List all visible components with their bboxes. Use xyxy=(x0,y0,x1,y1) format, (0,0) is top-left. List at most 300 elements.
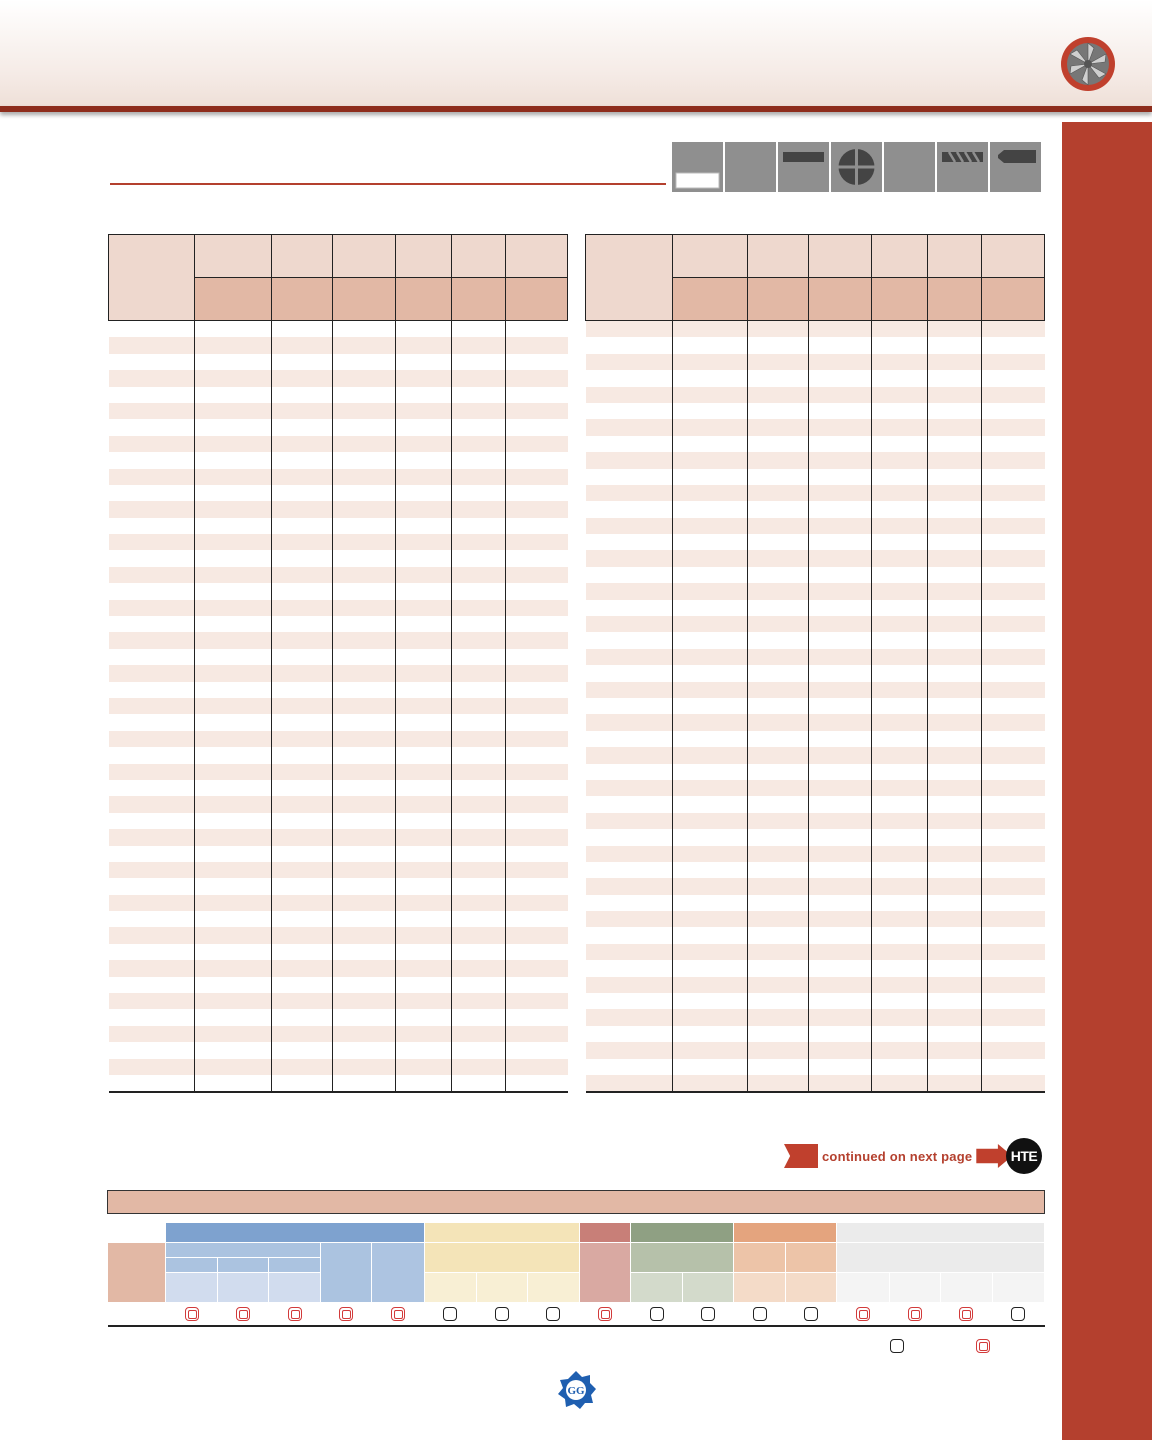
suitability-label xyxy=(108,1303,166,1327)
table-cell xyxy=(506,419,568,435)
table-cell xyxy=(809,796,872,812)
table-cell xyxy=(333,813,396,829)
table-cell xyxy=(748,600,809,616)
material-corner xyxy=(108,1223,166,1243)
shank-tool-icon xyxy=(990,142,1041,192)
table-cell xyxy=(748,829,809,845)
table-cell xyxy=(109,403,195,419)
table-row xyxy=(109,452,568,468)
table-cell xyxy=(928,764,982,780)
table-cell xyxy=(928,1075,982,1092)
table-row xyxy=(109,550,568,566)
table-cell xyxy=(982,550,1045,566)
table-cell xyxy=(586,337,673,353)
table-cell xyxy=(872,567,928,583)
table-cell xyxy=(586,846,673,862)
table-cell xyxy=(333,1009,396,1025)
table-cell xyxy=(809,977,872,993)
table-cell xyxy=(452,829,506,845)
table-cell xyxy=(673,960,748,976)
table-body xyxy=(109,321,568,1093)
material-group-cast-iron xyxy=(579,1223,630,1243)
table-cell xyxy=(195,747,272,763)
table-row xyxy=(109,354,568,370)
material-subgroup xyxy=(579,1243,630,1303)
suitability-cell xyxy=(424,1303,476,1327)
table-cell xyxy=(673,1042,748,1058)
col-header xyxy=(506,235,568,278)
table-cell xyxy=(928,649,982,665)
table-cell xyxy=(809,419,872,435)
table-row xyxy=(586,829,1045,845)
table-cell xyxy=(506,960,568,976)
table-row xyxy=(109,501,568,517)
table-cell xyxy=(982,698,1045,714)
table-cell xyxy=(809,600,872,616)
table-cell xyxy=(396,714,452,730)
table-cell xyxy=(396,993,452,1009)
table-cell xyxy=(673,895,748,911)
table-cell xyxy=(272,780,333,796)
recommended-icon xyxy=(236,1307,250,1321)
table-cell xyxy=(272,846,333,862)
table-row xyxy=(109,337,568,353)
table-cell xyxy=(195,846,272,862)
table-cell xyxy=(396,616,452,632)
table-cell xyxy=(333,436,396,452)
table-row xyxy=(586,1026,1045,1042)
table-cell xyxy=(872,895,928,911)
table-cell xyxy=(586,698,673,714)
table-cell xyxy=(673,878,748,894)
table-cell xyxy=(809,583,872,599)
table-cell xyxy=(748,387,809,403)
table-cell xyxy=(272,1075,333,1092)
table-cell xyxy=(333,469,396,485)
table-cell xyxy=(748,354,809,370)
table-cell xyxy=(586,321,673,338)
table-row xyxy=(109,518,568,534)
table-cell xyxy=(195,698,272,714)
table-row xyxy=(109,927,568,943)
table-cell xyxy=(195,403,272,419)
table-cell xyxy=(396,649,452,665)
table-row xyxy=(586,354,1045,370)
table-cell xyxy=(748,698,809,714)
table-cell xyxy=(928,452,982,468)
table-row xyxy=(586,387,1045,403)
table-row xyxy=(586,616,1045,632)
table-cell xyxy=(333,354,396,370)
table-cell xyxy=(872,780,928,796)
table-cell xyxy=(506,534,568,550)
table-cell xyxy=(333,665,396,681)
col-header-edp xyxy=(586,235,673,321)
table-cell xyxy=(872,846,928,862)
table-cell xyxy=(452,583,506,599)
table-cell xyxy=(809,944,872,960)
table-cell xyxy=(452,665,506,681)
table-cell xyxy=(109,698,195,714)
col-subheader xyxy=(872,278,928,321)
material-cell xyxy=(889,1273,940,1303)
table-cell xyxy=(928,665,982,681)
table-cell xyxy=(109,370,195,386)
table-cell xyxy=(506,796,568,812)
table-cell xyxy=(452,895,506,911)
suitability-cell xyxy=(372,1303,424,1327)
table-row xyxy=(586,321,1045,338)
table-cell xyxy=(195,1042,272,1058)
suitable-icon xyxy=(546,1307,560,1321)
table-cell xyxy=(748,960,809,976)
table-cell xyxy=(452,1009,506,1025)
table-cell xyxy=(809,1042,872,1058)
table-cell xyxy=(195,583,272,599)
table-cell xyxy=(452,796,506,812)
table-cell xyxy=(272,632,333,648)
table-cell xyxy=(333,1026,396,1042)
table-cell xyxy=(809,911,872,927)
table-cell xyxy=(809,829,872,845)
table-cell xyxy=(928,927,982,943)
table-cell xyxy=(333,960,396,976)
table-cell xyxy=(396,469,452,485)
table-cell xyxy=(396,370,452,386)
table-cell xyxy=(452,452,506,468)
table-cell xyxy=(928,403,982,419)
table-cell xyxy=(506,600,568,616)
table-cell xyxy=(452,534,506,550)
table-cell xyxy=(506,1026,568,1042)
table-cell xyxy=(673,387,748,403)
table-cell xyxy=(506,649,568,665)
table-cell xyxy=(748,452,809,468)
suitable-icon xyxy=(701,1307,715,1321)
table-cell xyxy=(982,632,1045,648)
end-mill-cross-section-icon xyxy=(1060,36,1116,92)
table-cell xyxy=(333,370,396,386)
material-subgroup xyxy=(166,1243,321,1258)
table-cell xyxy=(673,321,748,338)
table-cell xyxy=(109,485,195,501)
table-cell xyxy=(586,714,673,730)
table-cell xyxy=(506,469,568,485)
table-row xyxy=(109,370,568,386)
col-subheader xyxy=(195,278,272,321)
table-cell xyxy=(195,501,272,517)
table-cell xyxy=(872,436,928,452)
table-cell xyxy=(333,682,396,698)
table-row xyxy=(586,747,1045,763)
table-cell xyxy=(333,632,396,648)
table-cell xyxy=(506,878,568,894)
table-cell xyxy=(673,731,748,747)
table-cell xyxy=(195,960,272,976)
table-cell xyxy=(333,518,396,534)
table-row xyxy=(109,1042,568,1058)
table-cell xyxy=(333,927,396,943)
top-band xyxy=(0,0,1152,106)
table-cell xyxy=(872,796,928,812)
table-cell xyxy=(272,616,333,632)
table-cell xyxy=(109,550,195,566)
table-cell xyxy=(109,632,195,648)
table-cell xyxy=(872,370,928,386)
table-cell xyxy=(586,485,673,501)
continued-next-page[interactable] xyxy=(784,1143,1012,1169)
table-cell xyxy=(586,567,673,583)
table-cell xyxy=(928,583,982,599)
table-cell xyxy=(195,354,272,370)
table-cell xyxy=(872,485,928,501)
table-cell xyxy=(452,731,506,747)
suitability-cell xyxy=(579,1303,630,1327)
table-cell xyxy=(809,567,872,583)
material-cell xyxy=(940,1273,992,1303)
table-cell xyxy=(982,846,1045,862)
table-cell xyxy=(586,796,673,812)
table-row xyxy=(109,993,568,1009)
table-cell xyxy=(928,567,982,583)
table-cell xyxy=(586,829,673,845)
table-cell xyxy=(982,600,1045,616)
material-subgroup xyxy=(424,1243,579,1273)
table-cell xyxy=(333,485,396,501)
table-row xyxy=(109,567,568,583)
title-rule xyxy=(110,183,666,185)
table-cell xyxy=(982,682,1045,698)
suitability-cell xyxy=(218,1303,269,1327)
table-row xyxy=(109,419,568,435)
table-cell xyxy=(272,1009,333,1025)
table-cell xyxy=(982,649,1045,665)
table-cell xyxy=(586,534,673,550)
table-cell xyxy=(506,518,568,534)
table-cell xyxy=(333,714,396,730)
table-cell xyxy=(673,403,748,419)
table-cell xyxy=(928,829,982,845)
table-cell xyxy=(673,747,748,763)
table-cell xyxy=(673,616,748,632)
table-cell xyxy=(982,469,1045,485)
table-cell xyxy=(673,419,748,435)
table-cell xyxy=(109,780,195,796)
table-row xyxy=(586,469,1045,485)
table-cell xyxy=(195,550,272,566)
table-row xyxy=(109,1026,568,1042)
table-cell xyxy=(333,829,396,845)
table-cell xyxy=(195,911,272,927)
col-subheader xyxy=(673,278,748,321)
table-cell xyxy=(872,1042,928,1058)
table-cell xyxy=(452,747,506,763)
table-cell xyxy=(109,501,195,517)
table-row xyxy=(586,944,1045,960)
table-cell xyxy=(809,780,872,796)
table-cell xyxy=(272,829,333,845)
recommended-icon xyxy=(598,1307,612,1321)
material-cell xyxy=(476,1273,527,1303)
table-cell xyxy=(272,583,333,599)
table-cell xyxy=(506,993,568,1009)
table-cell xyxy=(872,944,928,960)
table-cell xyxy=(748,469,809,485)
table-cell xyxy=(396,796,452,812)
table-row xyxy=(586,649,1045,665)
table-cell xyxy=(272,534,333,550)
table-cell xyxy=(396,944,452,960)
table-cell xyxy=(195,1075,272,1092)
table-cell xyxy=(872,764,928,780)
table-cell xyxy=(928,436,982,452)
table-cell xyxy=(586,862,673,878)
table-cell xyxy=(452,714,506,730)
table-cell xyxy=(982,944,1045,960)
suitable-icon xyxy=(650,1307,664,1321)
table-cell xyxy=(748,370,809,386)
table-cell xyxy=(333,550,396,566)
table-cell xyxy=(452,649,506,665)
material-group-stainless xyxy=(424,1223,579,1243)
col-header xyxy=(333,235,396,278)
table-cell xyxy=(586,764,673,780)
table-cell xyxy=(982,747,1045,763)
table-row xyxy=(109,878,568,894)
table-cell xyxy=(673,1026,748,1042)
table-cell xyxy=(982,960,1045,976)
table-cell xyxy=(396,1042,452,1058)
table-cell xyxy=(982,616,1045,632)
table-cell xyxy=(872,1026,928,1042)
table-cell xyxy=(748,1009,809,1025)
cross-section-icon xyxy=(831,142,882,192)
table-cell xyxy=(452,960,506,976)
table-cell xyxy=(982,927,1045,943)
table-cell xyxy=(195,616,272,632)
table-row xyxy=(109,469,568,485)
table-cell xyxy=(586,993,673,1009)
table-cell xyxy=(586,469,673,485)
table-row xyxy=(586,534,1045,550)
table-cell xyxy=(673,501,748,517)
table-cell xyxy=(272,927,333,943)
table-cell xyxy=(272,403,333,419)
table-cell xyxy=(872,534,928,550)
table-cell xyxy=(272,600,333,616)
table-cell xyxy=(109,862,195,878)
table-cell xyxy=(452,682,506,698)
material-row-label xyxy=(108,1243,166,1303)
table-cell xyxy=(452,387,506,403)
table-cell xyxy=(452,846,506,862)
table-row xyxy=(586,846,1045,862)
table-cell xyxy=(928,337,982,353)
table-cell xyxy=(809,649,872,665)
table-cell xyxy=(109,944,195,960)
table-cell xyxy=(333,846,396,862)
table-cell xyxy=(333,387,396,403)
table-cell xyxy=(809,1059,872,1075)
col-header xyxy=(872,235,928,278)
table-cell xyxy=(982,731,1045,747)
table-cell xyxy=(673,354,748,370)
table-cell xyxy=(109,927,195,943)
table-cell xyxy=(195,944,272,960)
table-cell xyxy=(195,731,272,747)
table-cell xyxy=(586,354,673,370)
table-cell xyxy=(109,911,195,927)
table-cell xyxy=(195,1026,272,1042)
table-cell xyxy=(982,567,1045,583)
table-cell xyxy=(982,993,1045,1009)
table-cell xyxy=(272,469,333,485)
table-cell xyxy=(272,747,333,763)
table-cell xyxy=(396,698,452,714)
recommended-icon xyxy=(976,1339,990,1353)
table-cell xyxy=(109,895,195,911)
table-cell xyxy=(396,583,452,599)
table-cell xyxy=(982,419,1045,435)
table-row xyxy=(586,895,1045,911)
table-cell xyxy=(872,354,928,370)
table-cell xyxy=(333,1059,396,1075)
table-cell xyxy=(195,1059,272,1075)
table-cell xyxy=(586,419,673,435)
table-cell xyxy=(982,501,1045,517)
table-cell xyxy=(396,387,452,403)
table-cell xyxy=(195,469,272,485)
recommended-icon xyxy=(288,1307,302,1321)
table-row xyxy=(109,796,568,812)
table-cell xyxy=(586,682,673,698)
suitability-cell xyxy=(527,1303,579,1327)
material-cell xyxy=(218,1258,269,1273)
material-header-bar xyxy=(107,1190,1045,1214)
table-cell xyxy=(586,1059,673,1075)
table-cell xyxy=(872,616,928,632)
table-cell xyxy=(506,485,568,501)
table-cell xyxy=(333,1075,396,1092)
table-cell xyxy=(333,452,396,468)
table-cell xyxy=(809,714,872,730)
table-cell xyxy=(452,354,506,370)
table-cell xyxy=(109,764,195,780)
table-cell xyxy=(982,1009,1045,1025)
table-cell xyxy=(586,632,673,648)
table-cell xyxy=(928,501,982,517)
table-cell xyxy=(872,698,928,714)
table-cell xyxy=(673,583,748,599)
table-cell xyxy=(396,780,452,796)
table-cell xyxy=(673,764,748,780)
table-row xyxy=(586,567,1045,583)
spec-table-left xyxy=(108,234,567,1093)
table-cell xyxy=(195,796,272,812)
table-cell xyxy=(982,1059,1045,1075)
suitable-icon xyxy=(890,1339,904,1353)
table-cell xyxy=(272,452,333,468)
table-cell xyxy=(109,1059,195,1075)
table-cell xyxy=(272,370,333,386)
table-cell xyxy=(982,665,1045,681)
table-cell xyxy=(333,731,396,747)
table-cell xyxy=(673,1075,748,1092)
table-cell xyxy=(928,550,982,566)
table-cell xyxy=(586,960,673,976)
table-row xyxy=(109,632,568,648)
table-cell xyxy=(586,403,673,419)
